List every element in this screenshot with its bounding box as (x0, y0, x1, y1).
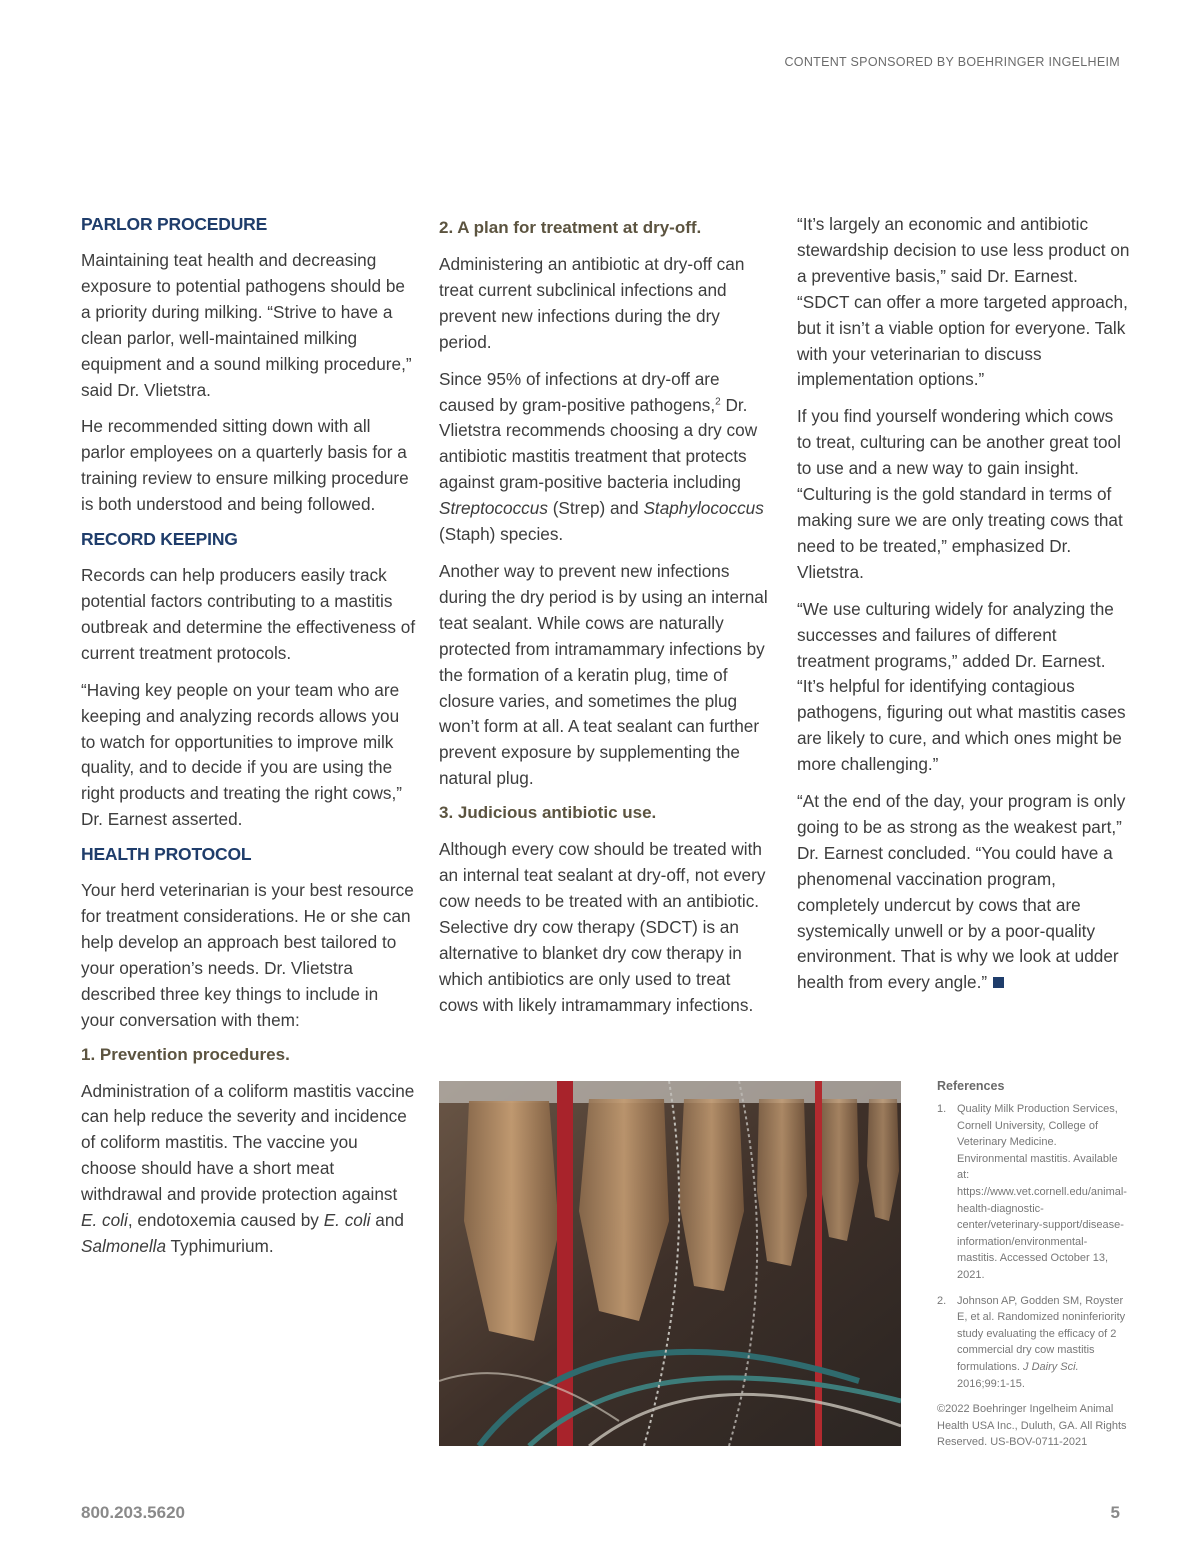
paragraph: “Having key people on your team who are keeping and analyzing records allows you to watch for opportunities to improve milk quality, and to decide if you are using the right products and treating the right cows,” Dr. Earnest asserted. (81, 679, 402, 830)
paragraph: Since 95% of infections at dry-off are caused by gram-positive pathogens,$^2$ Dr. Vlietstra recommends choosing a dry cow antibiotic mastitis treatment that protects against gram-positive bacteria including Streptococcus (Strep) and Staphylococcus (Staph) species. (439, 368, 764, 545)
reference-item: 2. Johnson AP, Godden SM, Royster E, et al. Randomized noninferiority study evaluating the efficacy of 2 commercial dry cow mastitis formulations. J Dairy Sci. 2016;99:1-15. (937, 1294, 1126, 1390)
heading-prevention-procedures: 1. Prevention procedures. (81, 1044, 290, 1064)
paragraph: “It’s largely an economic and antibiotic stewardship decision to use less product on a preventive basis,” said Dr. Earnest. “SDCT can offer a more targeted approach, but it isn’t a viable option for everyone. Talk with your veterinarian to discuss implementation options.” (797, 214, 1130, 390)
paragraph: Records can help producers easily track potential factors contributing to a mastitis outbreak and determine the effectiveness of current treatment protocols. (81, 565, 416, 663)
references-title: References (937, 1079, 1005, 1093)
sponsor-line: CONTENT SPONSORED BY BOEHRINGER INGELHEIM (784, 55, 1120, 69)
paragraph: “At the end of the day, your program is only going to be as strong as the weakest part,” Dr. Earnest concluded. “You could have a phenomenal vaccination program, completely undercut by cows that are systemically unwell or by a poor-quality environment. That is why we look at udder health from every angle.” (797, 791, 1126, 993)
column-right (797, 212, 1132, 1007)
heading-judicious-antibiotic-use: 3. Judicious antibiotic use. (439, 803, 657, 823)
paragraph: Administering an antibiotic at dry-off can treat current subclinical infections and prevent new infections during the dry period. (439, 254, 745, 352)
references-list (937, 1101, 1127, 1392)
paragraph: Your herd veterinarian is your best resource for treatment considerations. He or she can help develop an approach best tailored to your operation’s needs. Dr. Vlietstra described three key things to include in your conversation with them: (81, 880, 414, 1030)
heading-health-protocol: HEALTH PROTOCOL (81, 844, 252, 865)
milking-equipment-photo (439, 1081, 901, 1446)
footer-phone: 800.203.5620 (81, 1503, 185, 1522)
copyright-notice: ©2022 Boehringer Ingelheim Animal Health USA Inc., Duluth, GA. All Rights Reserved. US-BOV-0711-2021 (937, 1403, 1127, 1449)
paragraph: Maintaining teat health and decreasing exposure to potential pathogens should be a priority during milking. “Strive to have a clean parlor, well-maintained milking equipment and a sound milking procedure,” said Dr. Vlietstra. (81, 250, 412, 400)
footnote-ref: 2 (715, 395, 721, 407)
column-left (81, 212, 416, 1271)
page-number: 5 (1110, 1503, 1120, 1522)
paragraph: “We use culturing widely for analyzing the successes and failures of different treatment programs,” added Dr. Earnest. “It’s helpful for identifying contagious pathogens, figuring out what mastitis cases are likely to cure, and which ones might be more challenging.” (797, 598, 1126, 775)
paragraph: Another way to prevent new infections during the dry period is by using an internal teat sealant. While cows are naturally protected from intramammary infections by the formation of a keratin plug, time of closure varies, and sometimes the plug won’t form at all. A teat sealant can further prevent exposure by supplementing the natural plug. (439, 560, 768, 789)
column-middle (439, 212, 774, 1029)
paragraph: He recommended sitting down with all parlor employees on a quarterly basis for a training review to ensure milking procedure is both understood and being followed. (81, 416, 409, 515)
references (937, 1079, 1127, 1451)
heading-plan-treatment-dry-off: 2. A plan for treatment at dry-off. (439, 218, 702, 237)
end-mark-icon (993, 977, 1004, 988)
paragraph: Although every cow should be treated with an internal teat sealant at dry-off, not every cow needs to be treated with an antibiotic. Selective dry cow therapy (SDCT) is an alternative to blanket dry cow therapy in which antibiotics are only used to treat cows with likely intramammary infections. (439, 839, 766, 1015)
heading-parlor-procedure: PARLOR PROCEDURE (81, 214, 268, 234)
reference-item: 1. Quality Milk Production Services, Cornell University, College of Veterinary Medicine. Environmental mastitis. Available at: https://www.vet.cornell.edu/animal-health-diagnostic-center/veterinary-support/disease-information/environmental-mastitis. Accessed October 13, 2021. (937, 1103, 1127, 1281)
heading-record-keeping: RECORD KEEPING (81, 529, 238, 550)
paragraph: Administration of a coliform mastitis vaccine can help reduce the severity and incidence of coliform mastitis. The vaccine you choose should have a short meat withdrawal and provide protection against E. coli, endotoxemia caused by E. coli and Salmonella Typhimurium. (81, 1080, 415, 1256)
paragraph: If you find yourself wondering which cows to treat, culturing can be another great tool to use and a new way to gain insight. “Culturing is the gold standard in terms of making sure we are only treating cows that need to be treated,” emphasized Dr. Vlietstra. (797, 406, 1123, 582)
